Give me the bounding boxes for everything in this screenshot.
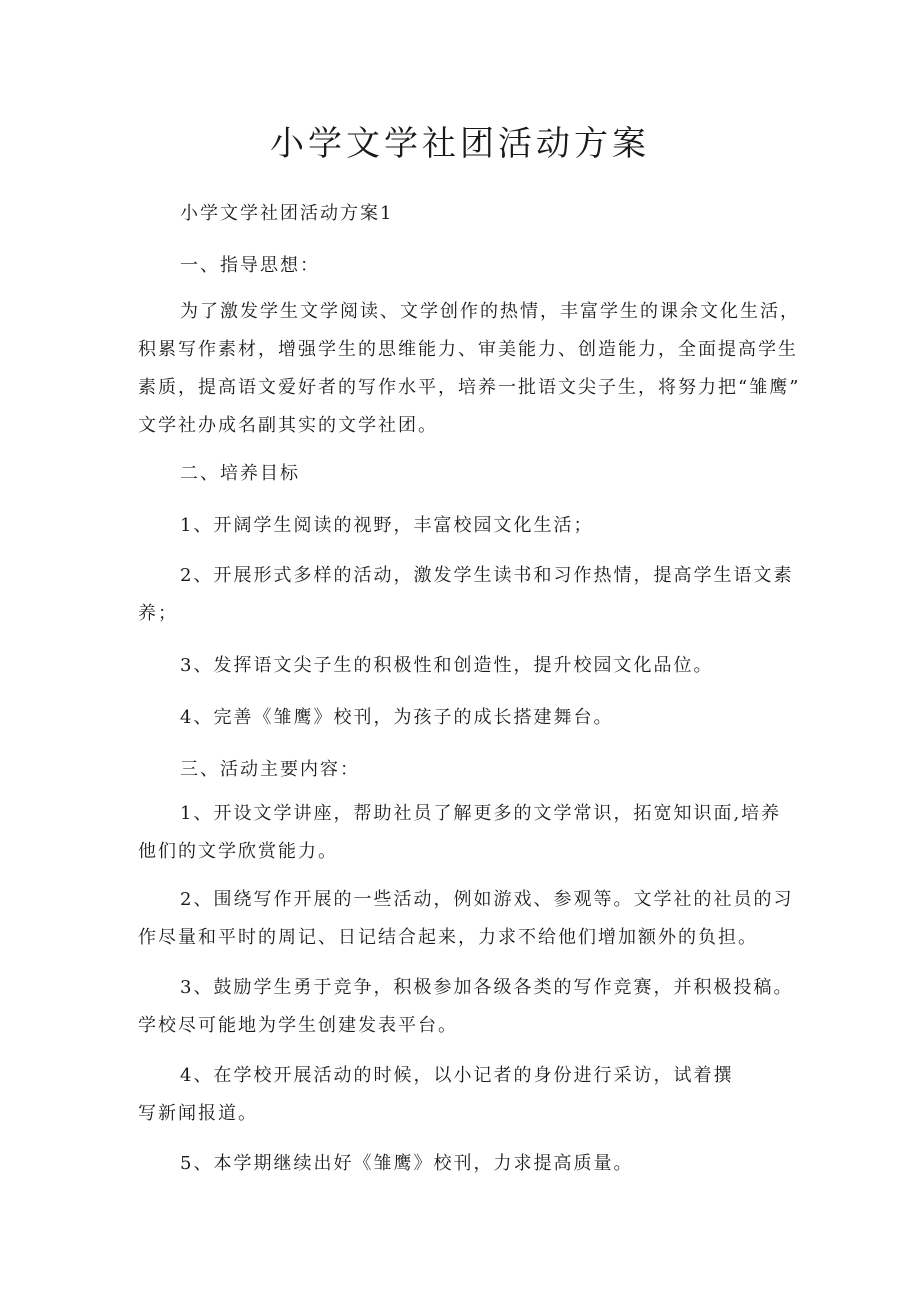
section2-item-4 [138, 702, 848, 734]
list-item-text: 学校尽可能地为学生创建发表平台。 [138, 1015, 458, 1036]
list-item-text: 作尽量和平时的周记、日记结合起来，力求不给他们增加额外的负担。 [138, 927, 758, 948]
list-item-text: 写新闻报道。 [138, 1103, 258, 1124]
section3-item-1 [138, 798, 806, 868]
section2-item-2 [138, 560, 806, 630]
paragraph-line: 文学社办成名副其实的文学社团。 [138, 415, 438, 436]
section1-paragraph [138, 296, 806, 442]
list-item-text: 他们的文学欣赏能力。 [138, 841, 338, 862]
section1-heading [138, 250, 848, 282]
list-item-text: 1、开设文学讲座，帮助社员了解更多的文学常识，拓宽知识面,培养 [180, 803, 782, 824]
list-item-text: 养； [138, 603, 178, 624]
paragraph-line: 积累写作素材，增强学生的思维能力、审美能力、创造能力，全面提高学生 [138, 339, 798, 360]
section2-heading [138, 458, 848, 490]
section3-heading [138, 754, 848, 786]
section3-heading-text: 三、活动主要内容： [180, 759, 360, 780]
document-title: 小学文学社团活动方案 [270, 124, 650, 164]
list-item-text: 1、开阔学生阅读的视野，丰富校园文化生活； [180, 515, 594, 536]
list-item-text: 5、本学期继续出好《雏鹰》校刊，力求提高质量。 [180, 1153, 634, 1174]
section3-item-5 [138, 1148, 848, 1180]
section2-item-1 [138, 510, 848, 542]
list-item-text: 2、围绕写作开展的一些活动，例如游戏、参观等。文学社的社员的习 [180, 889, 794, 910]
list-item-text: 2、开展形式多样的活动，激发学生读书和习作热情，提高学生语文素 [180, 565, 794, 586]
list-item-text: 4、完善《雏鹰》校刊，为孩子的成长搭建舞台。 [180, 707, 614, 728]
paragraph-line: 为了激发学生文学阅读、文学创作的热情，丰富学生的课余文化生活， [180, 301, 800, 322]
list-item-text: 3、鼓励学生勇于竞争，积极参加各级各类的写作竞赛，并积极投稿。 [180, 977, 794, 998]
document-subtitle [138, 198, 848, 230]
list-item-text: 4、在学校开展活动的时候，以小记者的身份进行采访，试着撰 [180, 1065, 734, 1086]
section3-item-4 [138, 1060, 806, 1130]
subtitle-text: 小学文学社团活动方案1 [180, 203, 394, 224]
list-item-text: 3、发挥语文尖子生的积极性和创造性，提升校园文化品位。 [180, 655, 714, 676]
section2-heading-text: 二、培养目标 [180, 463, 300, 484]
section3-item-2 [138, 884, 806, 954]
section1-heading-text: 一、指导思想： [180, 255, 320, 276]
paragraph-line: 素质，提高语文爱好者的写作水平，培养一批语文尖子生，将努力把“雏鹰” [138, 377, 801, 398]
section2-item-3 [138, 650, 848, 682]
section3-item-3 [138, 972, 806, 1042]
